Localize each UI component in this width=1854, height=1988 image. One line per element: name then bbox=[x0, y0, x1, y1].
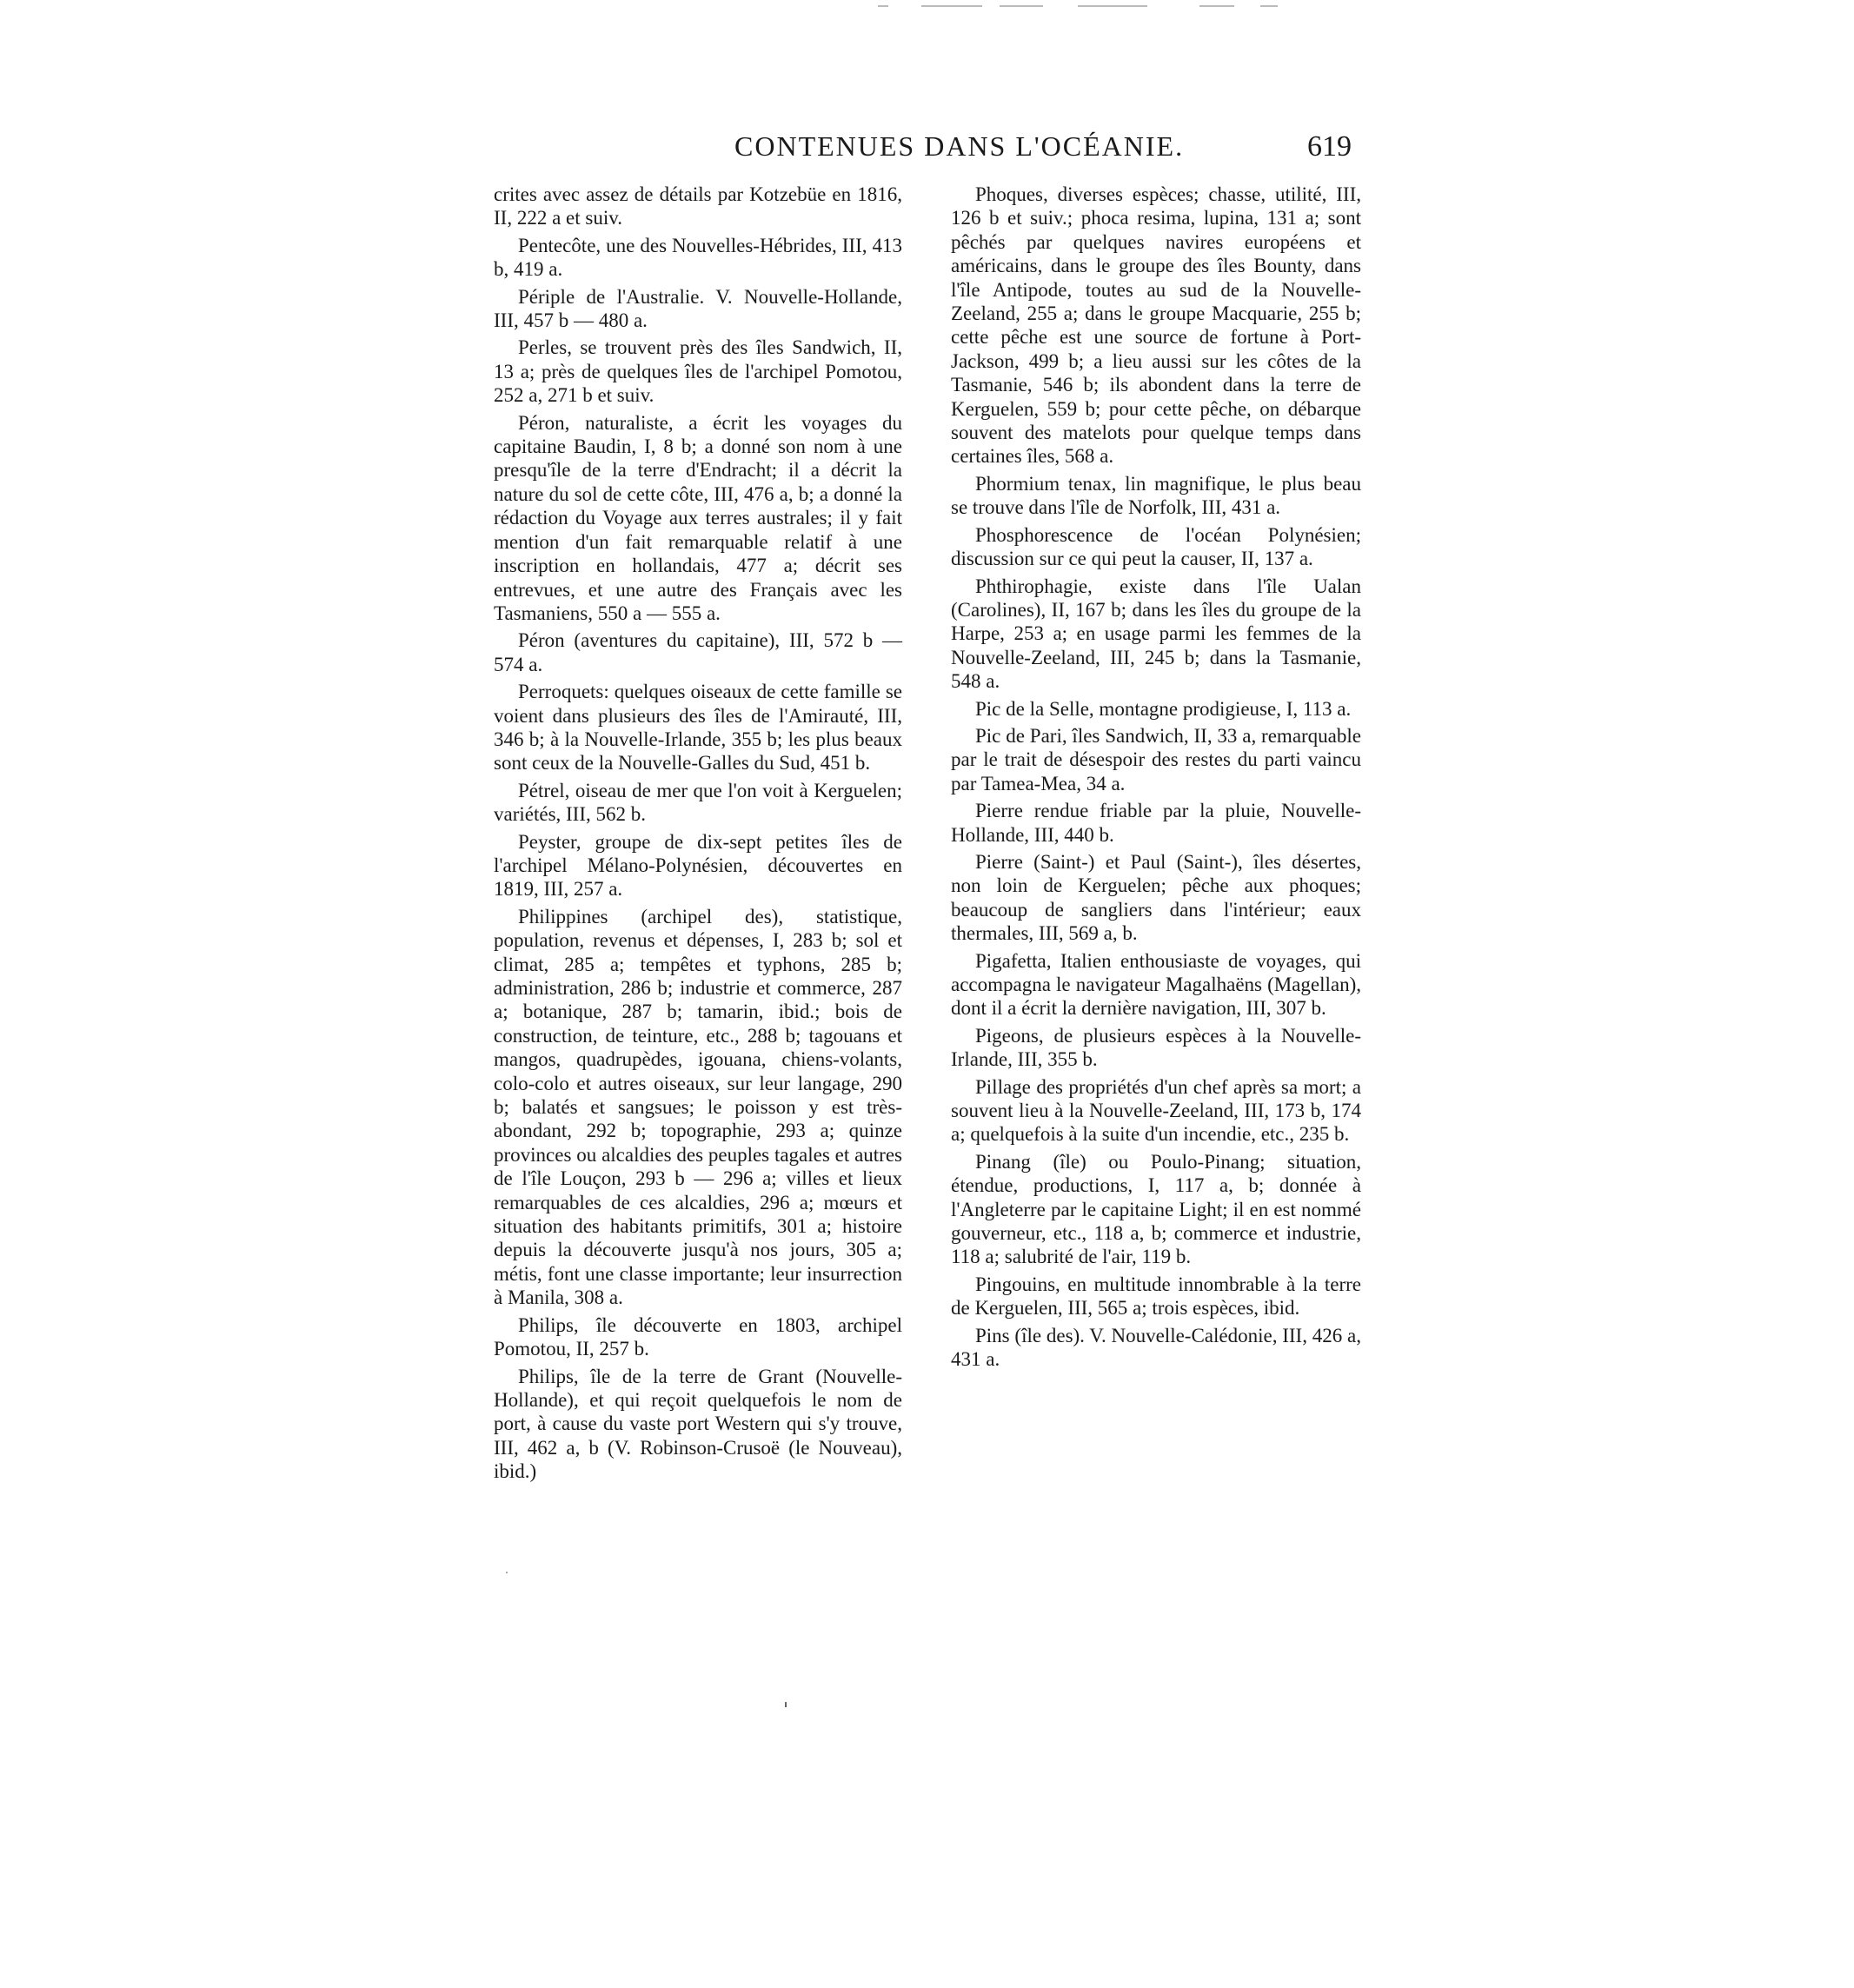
index-entry: crites avec assez de détails par Kotzebüe en 1816, II, 222 a et suiv. bbox=[494, 183, 902, 229]
speck bbox=[921, 5, 982, 7]
index-entry: Pins (île des). V. Nouvelle-Calédonie, III, 426 a, 431 a. bbox=[951, 1324, 1361, 1371]
index-entry: Pic de Pari, îles Sandwich, II, 33 a, remarquable par le trait de désespoir des restes du parti vaincu par Tamea-Mea, 34 a. bbox=[951, 724, 1361, 795]
print-speck bbox=[785, 1702, 787, 1707]
index-entry: Pigafetta, Italien enthousiaste de voyages, qui accompagna le navigateur Magalhaëns (Magellan), dont il a écrit la dernière navigation, III, 307 b. bbox=[951, 949, 1361, 1020]
index-entry: Phormium tenax, lin magnifique, le plus beau se trouve dans l'île de Norfolk, III, 431 a. bbox=[951, 472, 1361, 519]
index-entry: Peyster, groupe de dix-sept petites îles de l'archipel Mélano-Polynésien, découvertes en 1819, III, 257 a. bbox=[494, 830, 902, 901]
index-entry: Pigeons, de plusieurs espèces à la Nouvelle-Irlande, III, 355 b. bbox=[951, 1024, 1361, 1071]
index-entry: Pentecôte, une des Nouvelles-Hébrides, III, 413 b, 419 a. bbox=[494, 234, 902, 281]
index-entry: Pierre rendue friable par la pluie, Nouvelle-Hollande, III, 440 b. bbox=[951, 800, 1361, 846]
index-entry: Pétrel, oiseau de mer que l'on voit à Kerguelen; variétés, III, 562 b. bbox=[494, 779, 902, 826]
page-number: 619 bbox=[1307, 130, 1352, 163]
index-entry: Péron, naturaliste, a écrit les voyages du capitaine Baudin, I, 8 b; a donné son nom à une presqu'île de la terre d'Endracht; il a décrit la nature du sol de cette côte, III, 476 a, b; a donné la rédaction du Voyage aux terres australes; il y fait mention d'un fait remarquable relatif à une inscription en hollandais, 477 a; décrit ses entrevues, et une autre des Français avec les Tasmaniens, 550 a — 555 a. bbox=[494, 411, 902, 624]
index-entry: Pierre (Saint-) et Paul (Saint-), îles désertes, non loin de Kerguelen; pêche aux phoques; beaucoup de sangliers dans l'intérieur; eaux thermales, III, 569 a, b. bbox=[951, 850, 1361, 945]
index-entry: Phoques, diverses espèces; chasse, utilité, III, 126 b et suiv.; phoca resima, lupina, 131 a; sont pêchés par quelques navires européens et américains, dans le groupe des îles Bounty, dans l'île Antipode, toutes au sud de la Nouvelle-Zeeland, 255 a; dans le groupe Macquarie, 255 b; cette pêche est une source de fortune à Port-Jackson, 499 b; a lieu aussi sur les côtes de la Tasmanie, 546 b; ils abondent dans la terre de Kerguelen, 559 b; pour cette pêche, on débarque souvent des matelots pour quelque temps dans certaines îles, 568 a. bbox=[951, 183, 1361, 468]
index-entry: Phosphorescence de l'océan Polynésien; discussion sur ce qui peut la causer, II, 137 a. bbox=[951, 523, 1361, 570]
index-entry: Pingouins, en multitude innombrable à la terre de Kerguelen, III, 565 a; trois espèces, ibid. bbox=[951, 1273, 1361, 1320]
speck bbox=[1000, 5, 1043, 7]
index-entry: Péron (aventures du capitaine), III, 572 b — 574 a. bbox=[494, 629, 902, 675]
index-entry: Perles, se trouvent près des îles Sandwich, II, 13 a; près de quelques îles de l'archipel Pomotou, 252 a, 271 b et suiv. bbox=[494, 336, 902, 407]
index-entry: Philips, île découverte en 1803, archipel Pomotou, II, 257 b. bbox=[494, 1313, 902, 1360]
index-entry: Périple de l'Australie. V. Nouvelle-Hollande, III, 457 b — 480 a. bbox=[494, 285, 902, 332]
speck bbox=[878, 5, 888, 7]
index-entry: Pillage des propriétés d'un chef après sa mort; a souvent lieu à la Nouvelle-Zeeland, III, 173 b, 174 a; quelquefois à la suite d'un incendie, etc., 235 b. bbox=[951, 1075, 1361, 1146]
index-entry: Pinang (île) ou Poulo-Pinang; situation, étendue, productions, I, 117 a, b; donnée à l'Angleterre par le capitaine Light; il en est nommé gouverneur, etc., 118 a, b; commerce et industrie, 118 a; salubrité de l'air, 119 b. bbox=[951, 1150, 1361, 1268]
index-entry: Philips, île de la terre de Grant (Nouvelle-Hollande), et qui reçoit quelquefois le nom de port, à cause du vaste port Western qui s'y trouve, III, 462 a, b (V. Robinson-Crusoë (le Nouveau), ibid.) bbox=[494, 1365, 902, 1483]
speck bbox=[1199, 5, 1234, 7]
index-entry: Perroquets: quelques oiseaux de cette famille se voient dans plusieurs des îles de l'Amirauté, III, 346 b; à la Nouvelle-Irlande, 355 b; les plus beaux sont ceux de la Nouvelle-Galles du Sud, 451 b. bbox=[494, 681, 902, 775]
right-column bbox=[951, 183, 1361, 1375]
speck bbox=[1260, 5, 1278, 7]
top-edge-specks bbox=[0, 0, 1854, 17]
running-title: CONTENUES DANS L'OCÉANIE. bbox=[734, 130, 1185, 162]
print-speck bbox=[506, 1572, 508, 1573]
left-column bbox=[494, 183, 902, 1487]
speck bbox=[1078, 5, 1147, 7]
index-entry: Philippines (archipel des), statistique, population, revenus et dépenses, I, 283 b; sol et climat, 285 a; tempêtes et typhons, 285 b; administration, 286 b; industrie et commerce, 287 a; botanique, 287 b; tamarin, ibid.; bois de construction, de teinture, etc., 288 b; tagouans et mangos, quadrupèdes, igouana, chiens-volants, colo-colo et autres oiseaux, sur leur langage, 290 b; balatés et sangsues; le poisson y est très-abondant, 292 b; topographie, 293 a; quinze provinces ou alcaldies des peuples tagales et autres de l'île Louçon, 293 b — 296 a; villes et lieux remarquables de ces alcaldies, 296 a; mœurs et situation des habitants primitifs, 301 a; histoire depuis la découverte jusqu'à nos jours, 305 a; métis, font une classe importante; leur insurrection à Manila, 308 a. bbox=[494, 905, 902, 1309]
index-entry: Pic de la Selle, montagne prodigieuse, I, 113 a. bbox=[975, 697, 1352, 720]
index-entry: Phthirophagie, existe dans l'île Ualan (Carolines), II, 167 b; dans les îles du groupe de la Harpe, 253 a; en usage parmi les femmes de la Nouvelle-Zeeland, III, 245 b; dans la Tasmanie, 548 a. bbox=[951, 575, 1361, 693]
